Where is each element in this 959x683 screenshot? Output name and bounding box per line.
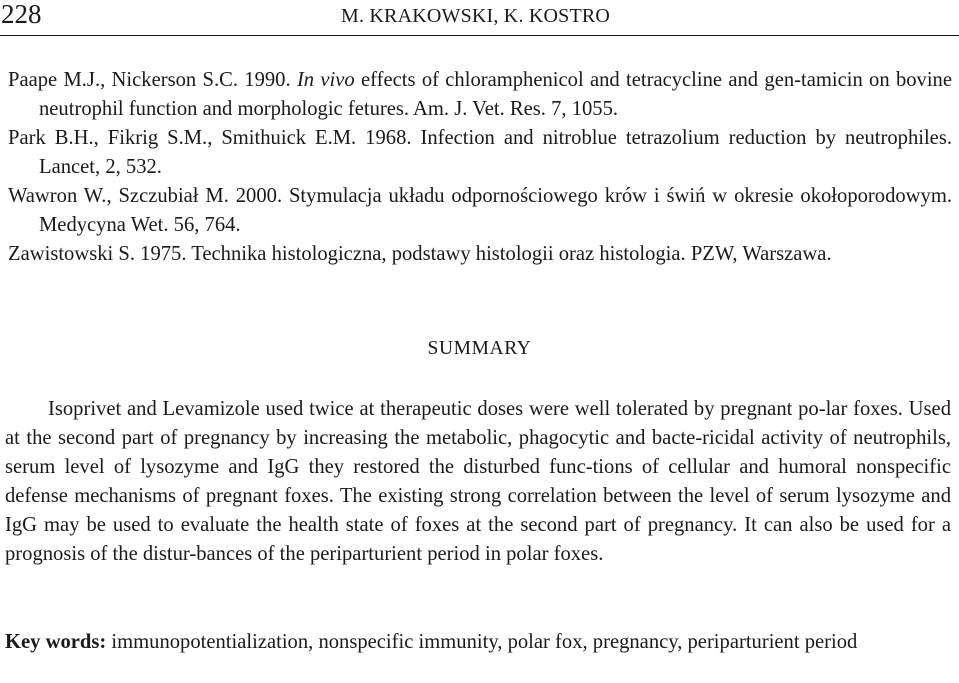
header-rule [0,35,959,36]
keywords-label: Key words: [5,631,107,653]
keywords-text: immunopotentialization, nonspecific immunity, polar fox, pregnancy, periparturient period [111,631,858,653]
reference-item: Wawron W., Szczubiał M. 2000. Stymulacja układu odpornościowego krów i świń w okresie okołoporodowym. Medycyna Wet. 56, 764. [8,185,952,236]
reference-authors: Paape M.J., Nickerson S.C. 1990. [8,69,291,91]
reference-item: Zawistowski S. 1975. Technika histologiczna, podstawy histologii oraz histologia. PZW, Warszawa. [8,243,832,265]
keywords [5,628,951,657]
reference-item [8,66,952,124]
references-list [8,66,952,269]
reference-italic-term: In vivo [296,69,355,91]
running-head: M. KRAKOWSKI, K. KOSTRO [341,5,611,27]
reference-item: Park B.H., Fikrig S.M., Smithuick E.M. 1968. Infection and nitroblue tetrazolium reduction by neutrophiles. Lancet, 2, 532. [8,127,952,178]
summary-body: Isoprivet and Levamizole used twice at therapeutic doses were well tolerated by pregnant po-lar foxes. Used at the second part of pregnancy by increasing the metabolic, phagocytic and bacte-ricidal activity of neutrophils, serum level of lysozyme and IgG they restored the disturbed func-tions of cellular and humoral nonspecific defense mechanisms of pregnant foxes. The existing strong correlation between the level of serum lysozyme and IgG may be used to evaluate the health state of foxes at the second part of pregnancy. It can also be used for a prognosis of the distur-bances of the periparturient period in polar foxes. [5,398,951,565]
page-number: 228 [1,0,42,29]
summary-heading: SUMMARY [427,338,532,359]
reference-rest: effects of chloramphenicol and tetracycline and gen-tamicin on bovine neutrophil function and morphologic fetures. Am. J. Vet. Res. 7, 1055. [39,69,952,120]
